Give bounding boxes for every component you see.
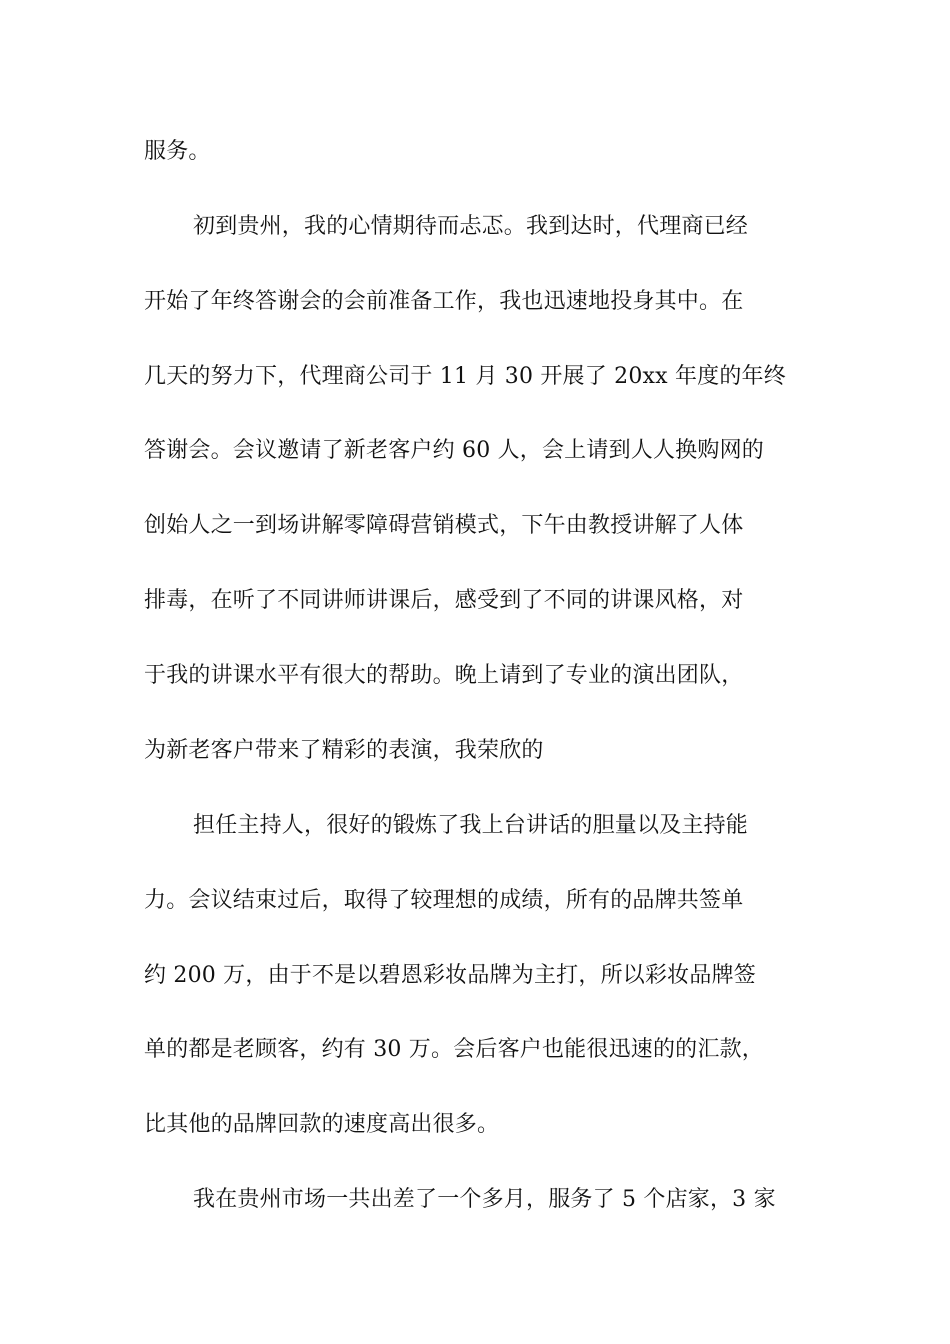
- text-line: 创始人之一到场讲解零障碍营销模式，下午由教授讲解了人体: [144, 513, 744, 538]
- text-line: 排毒，在听了不同讲师讲课后，感受到了不同的讲课风格，对: [144, 588, 744, 613]
- text-line: 担任主持人，很好的锻炼了我上台讲话的胆量以及主持能: [193, 813, 749, 838]
- text-line: 比其他的品牌回款的速度高出很多。: [144, 1112, 500, 1137]
- text-line: 为新老客户带来了精彩的表演，我荣欣的: [144, 738, 544, 763]
- text-line: 于我的讲课水平有很大的帮助。晚上请到了专业的演出团队，: [144, 663, 744, 688]
- text-line: 力。会议结束过后，取得了较理想的成绩，所有的品牌共签单: [144, 888, 744, 913]
- text-line: 几天的努力下，代理商公司于 11 月 30 开展了 20xx 年度的年终: [144, 364, 786, 389]
- text-line: 我在贵州市场一共出差了一个多月，服务了 5 个店家，3 家: [193, 1187, 776, 1212]
- text-line: 单的都是老顾客，约有 30 万。会后客户也能很迅速的的汇款，: [144, 1037, 764, 1062]
- text-line: 初到贵州，我的心情期待而忐忑。我到达时，代理商已经: [193, 214, 749, 239]
- text-line: 开始了年终答谢会的会前准备工作，我也迅速地投身其中。在: [144, 289, 744, 314]
- text-line: 服务。: [144, 139, 211, 164]
- text-line: 答谢会。会议邀请了新老客户约 60 人，会上请到人人换购网的: [144, 438, 764, 463]
- text-line: 约 200 万，由于不是以碧恩彩妆品牌为主打，所以彩妆品牌签: [144, 963, 756, 988]
